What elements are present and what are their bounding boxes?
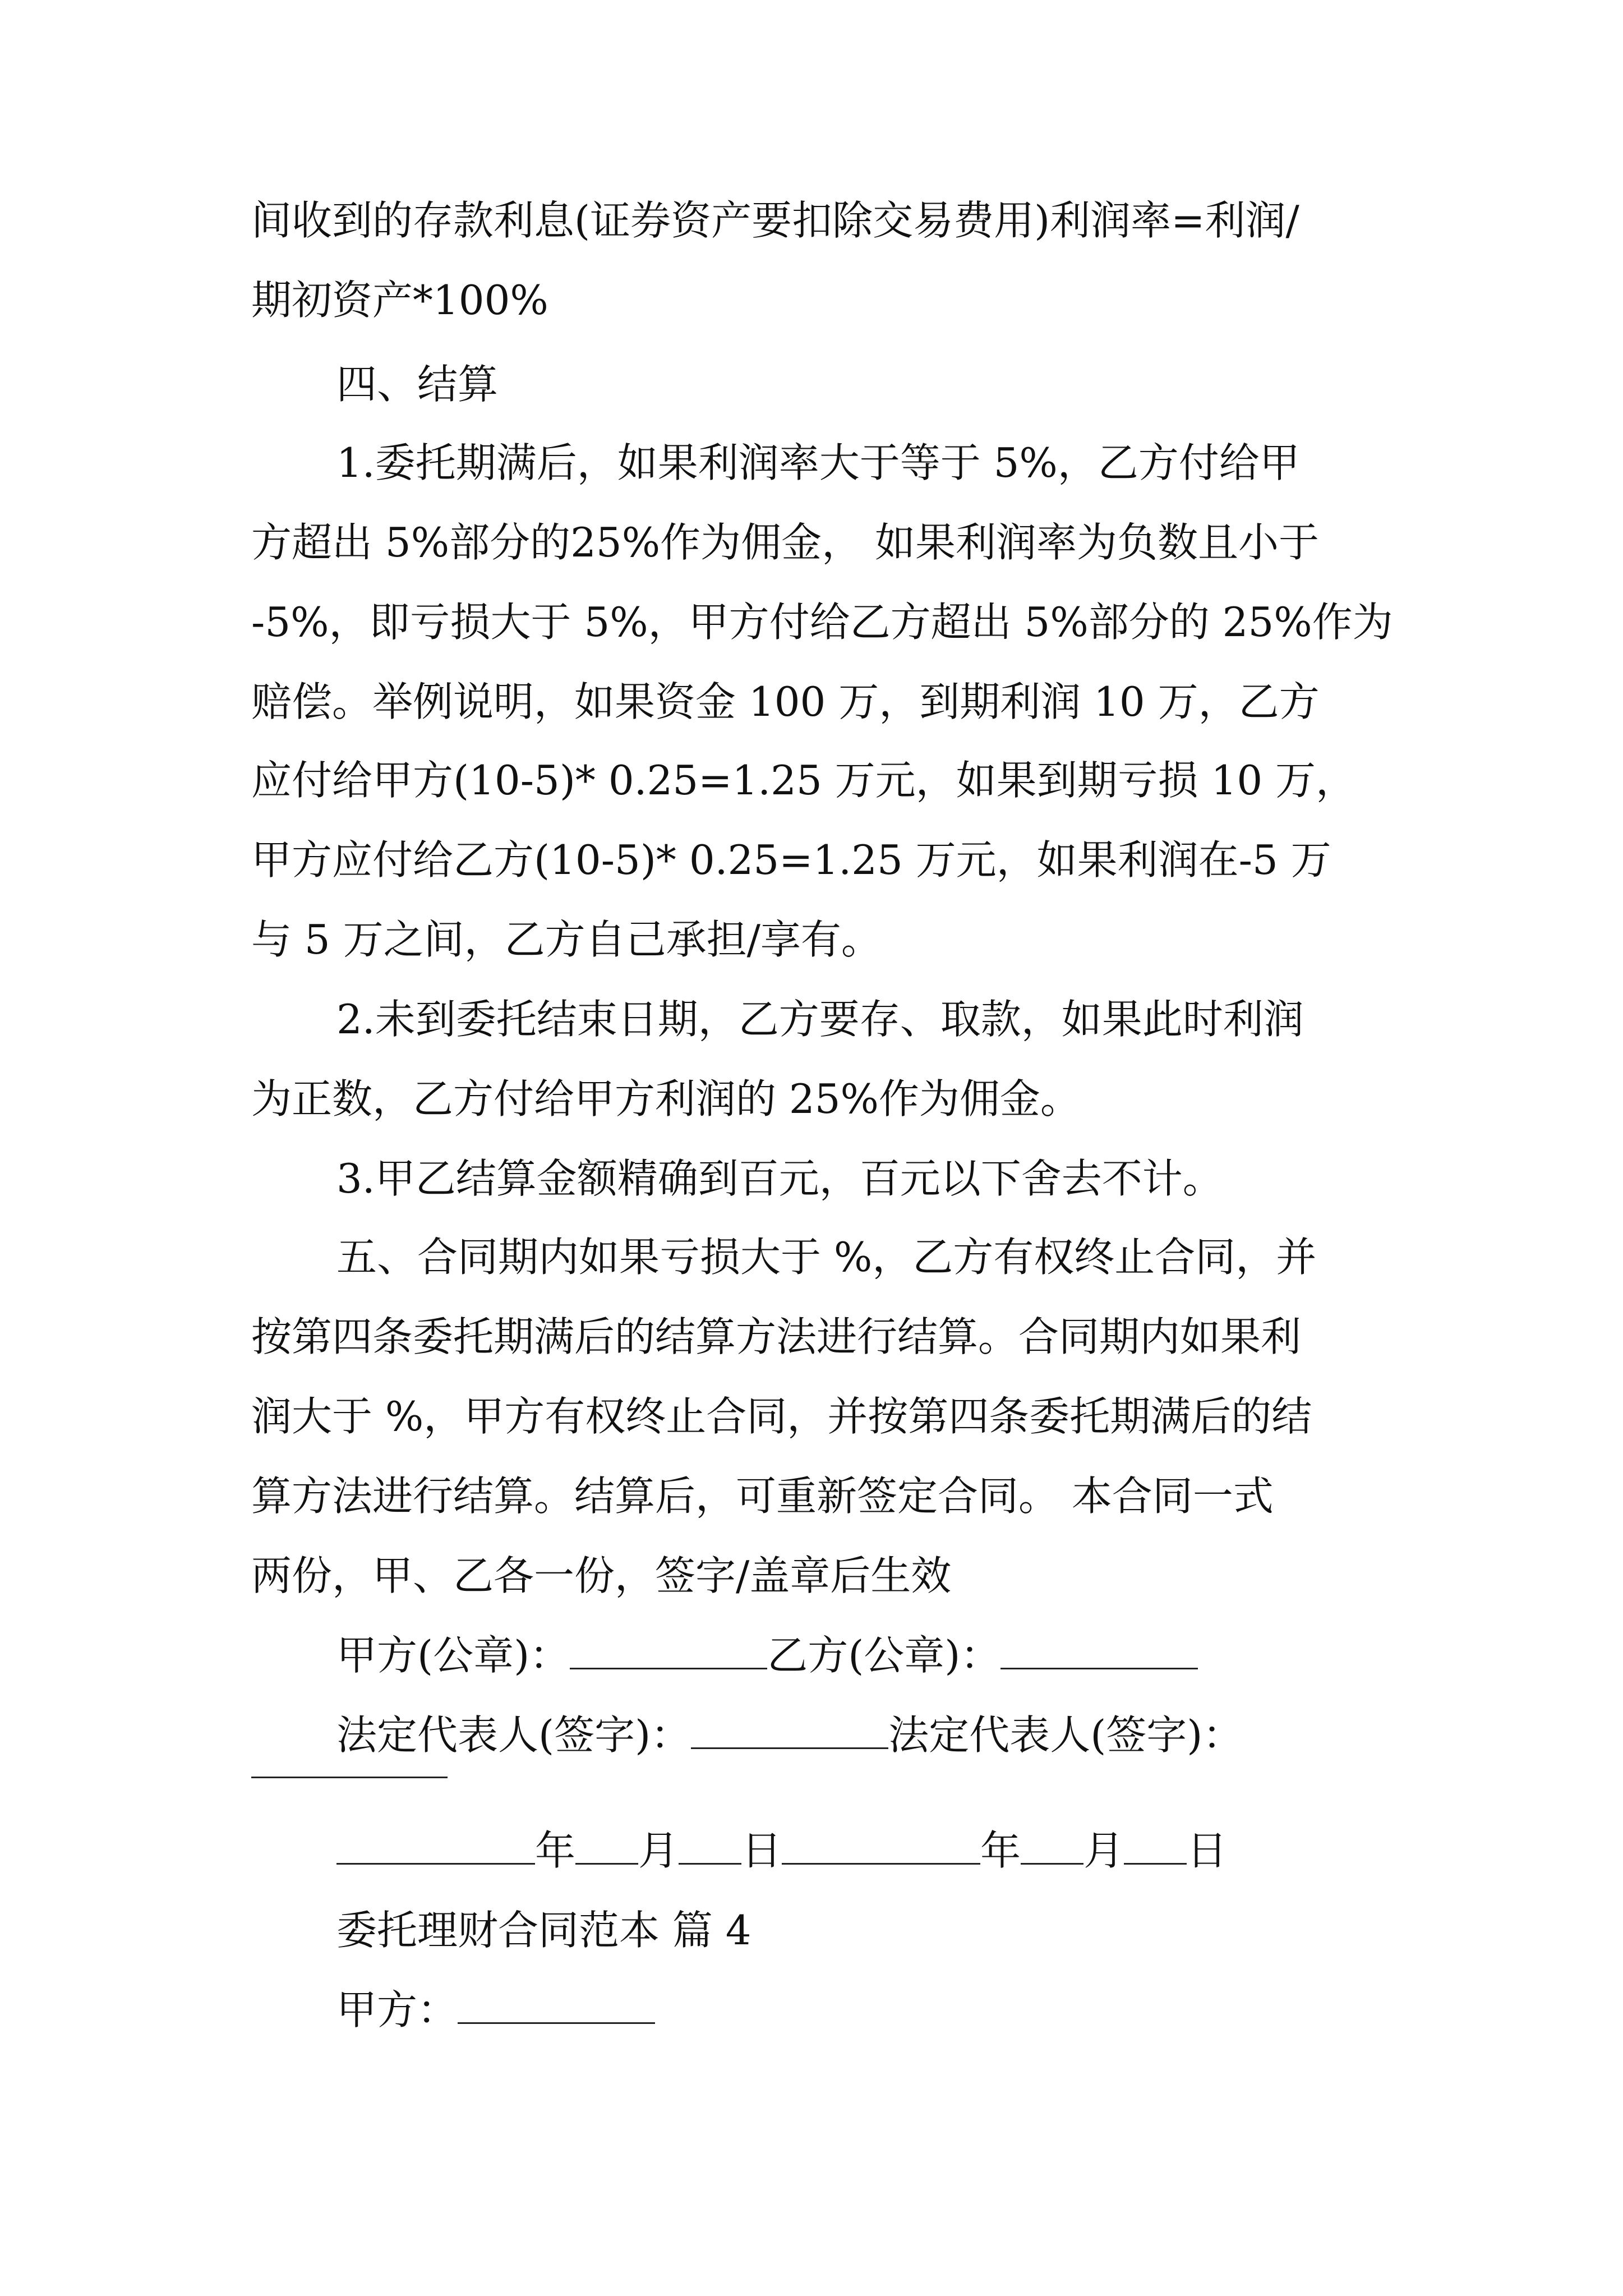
paragraph-line: 按第四条委托期满后的结算方法进行结算。合同期内如果利 [251,1313,1302,1360]
section-heading: 四、结算 [336,361,499,408]
paragraph-line: 为正数，乙方付给甲方利润的 25%作为佣金。 [251,1075,1081,1122]
year-label-b: 年 [980,1827,1021,1874]
month-label-b: 月 [1083,1827,1124,1874]
paragraph-line: 间收到的存款利息(证券资产要扣除交易费用)利润率=利润/ [251,197,1299,244]
paragraph-line: 五、合同期内如果亏损大于 %，乙方有权终止合同，并 [336,1234,1317,1281]
paragraph-line: 两份，甲、乙各一份，签字/盖章后生效 [251,1552,952,1599]
paragraph-line: 3.甲乙结算金额精确到百元，百元以下舍去不计。 [336,1155,1223,1202]
next-party-a-line [336,1985,655,2035]
month-blank-b [1021,1828,1083,1865]
year-blank-b [782,1828,980,1865]
paragraph-line: 1.委托期满后，如果利润率大于等于 5%，乙方付给甲 [336,439,1300,486]
date-line [336,1825,1227,1876]
paragraph-line: 期初资产*100% [251,277,548,324]
paragraph-line: 与 5 万之间，乙方自己承担/享有。 [251,916,882,963]
paragraph-line: 润大于 %，甲方有权终止合同，并按第四条委托期满后的结 [251,1393,1312,1440]
paragraph-line: 甲方应付给乙方(10-5)* 0.25=1.25 万元，如果利润在-5 万 [251,836,1331,884]
paragraph-line: -5%，即亏损大于 5%，甲方付给乙方超出 5%部分的 25%作为 [251,599,1393,646]
section-title: 委托理财合同范本 篇 4 [336,1907,751,1954]
day-blank-a [679,1828,741,1865]
paragraph-line: 算方法进行结算。结算后，可重新签定合同。 本合同一式 [251,1473,1274,1520]
party-b-seal-blank [1000,1633,1198,1669]
paragraph-line: 赔偿。举例说明，如果资金 100 万，到期利润 10 万，乙方 [251,678,1320,725]
party-b-seal-label: 乙方(公章)： [767,1632,1001,1679]
paragraph-line: 方超出 5%部分的25%作为佣金， 如果利润率为负数且小于 [251,519,1320,566]
rep-a-label: 法定代表人(签字)： [336,1711,691,1759]
next-party-a-label: 甲方： [336,1986,458,2033]
party-a-seal-label: 甲方(公章)： [336,1632,570,1679]
day-label-a: 日 [741,1827,782,1874]
seal-line [336,1630,1198,1681]
year-label-a: 年 [535,1827,576,1874]
day-blank-b [1124,1828,1187,1865]
day-label-b: 日 [1187,1827,1228,1874]
next-party-a-blank [458,1987,655,2024]
rep-a-blank [691,1713,888,1749]
rep-b-label: 法定代表人(签字)： [888,1711,1243,1759]
month-blank-a [575,1828,638,1865]
representative-line [336,1710,1243,1760]
paragraph-line: 应付给甲方(10-5)* 0.25=1.25 万元，如果到期亏损 10 万， [251,757,1357,804]
month-label-a: 月 [638,1827,679,1874]
year-blank-a [336,1828,535,1865]
rep-b-blank [251,1777,448,1778]
paragraph-line: 2.未到委托结束日期，乙方要存、取款，如果此时利润 [336,996,1304,1043]
party-a-seal-blank [570,1633,767,1669]
